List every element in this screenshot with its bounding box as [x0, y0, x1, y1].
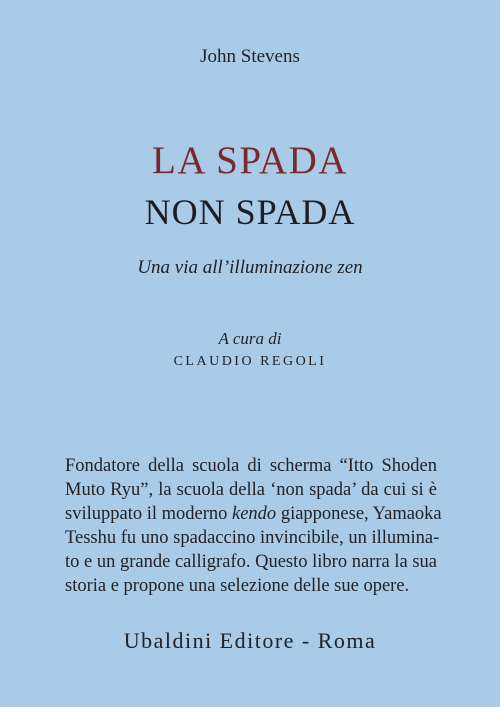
title-line-1: LA SPADA	[152, 139, 348, 182]
title-line-2: NON SPADA	[144, 192, 356, 232]
blurb-line	[65, 502, 442, 526]
curator-name: CLAUDIO REGOLI	[173, 354, 327, 369]
blurb-line: to e un grande calligrafo. Questo libro narra la sua	[65, 552, 437, 572]
blurb-italic-word: kendo	[232, 504, 277, 524]
author-name: John Stevens	[200, 46, 300, 67]
subtitle: Una via all’illuminazione zen	[137, 257, 363, 278]
blurb-text: giapponese, Yamaoka	[276, 504, 442, 524]
blurb-line: Tesshu fu uno spadaccino invincibile, un illumina-	[65, 528, 440, 548]
blurb-line: Fondatore della scuola di scherma “Itto Shoden	[65, 456, 437, 476]
blurb-line: Muto Ryu”, la scuola della ‘non spada’ da cui si è	[65, 480, 437, 500]
blurb-line: storia e propone una selezione delle sue opere.	[65, 576, 410, 596]
curator-label: A cura di	[218, 329, 282, 348]
publisher: Ubaldini Editore - Roma	[123, 628, 377, 653]
blurb	[65, 454, 442, 598]
blurb-text: sviluppato il moderno	[65, 504, 232, 524]
